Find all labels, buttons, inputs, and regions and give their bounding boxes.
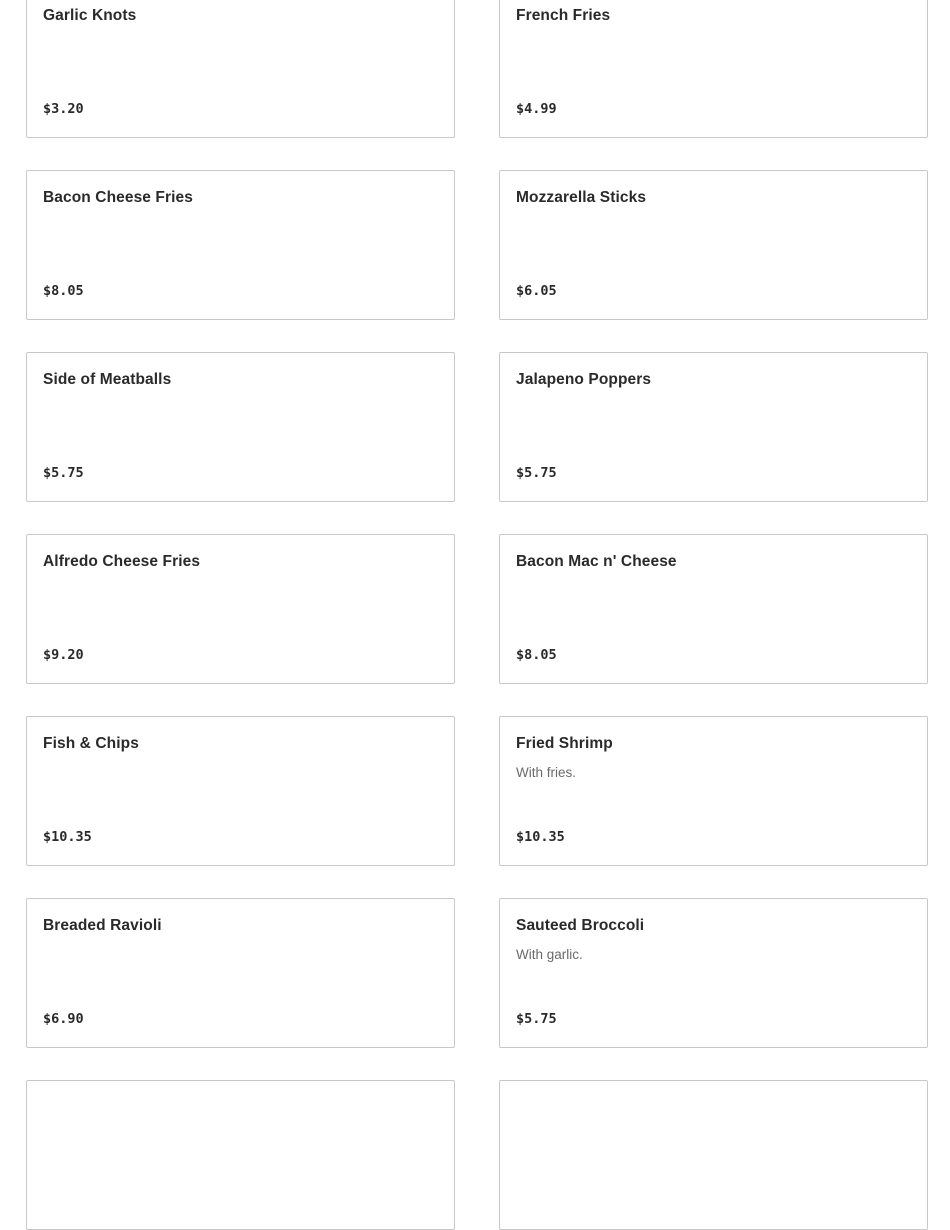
menu-item-name: Alfredo Cheese Fries (43, 553, 201, 570)
menu-item-name: French Fries (516, 7, 611, 24)
menu-item-card[interactable] (499, 170, 928, 320)
menu-item-price: $8.05 (516, 647, 557, 663)
menu-item-price: $6.90 (43, 1011, 84, 1027)
menu-item-price: $10.35 (43, 829, 92, 845)
menu-item-card[interactable] (499, 898, 928, 1048)
menu-item-price: $10.35 (516, 829, 565, 845)
menu-item-card[interactable] (499, 0, 928, 138)
menu-item-card[interactable] (26, 0, 455, 138)
menu-item-name: Bacon Cheese Fries (43, 189, 193, 206)
menu-item-price: $4.99 (516, 101, 557, 117)
menu-item-price: $5.75 (516, 465, 557, 481)
menu-item-name: Fish & Chips (43, 735, 139, 752)
menu-item-grid (26, 0, 928, 1230)
menu-item-card[interactable] (499, 716, 928, 866)
menu-item-price: $6.05 (516, 283, 557, 299)
menu-item-price: $9.20 (43, 647, 84, 663)
menu-item-price: $5.75 (516, 1011, 557, 1027)
menu-item-card[interactable] (26, 898, 455, 1048)
menu-item-name: Breaded Ravioli (43, 917, 162, 934)
menu-item-card[interactable] (26, 716, 455, 866)
menu-item-card[interactable] (26, 1080, 455, 1230)
menu-item-name: Bacon Mac n' Cheese (516, 553, 677, 570)
menu-item-price: $5.75 (43, 465, 84, 481)
menu-item-name: Sauteed Broccoli (516, 917, 645, 934)
menu-item-card[interactable] (26, 170, 455, 320)
menu-item-card[interactable] (26, 352, 455, 502)
menu-item-name: Jalapeno Poppers (516, 371, 652, 388)
menu-item-card[interactable] (499, 352, 928, 502)
menu-item-card[interactable] (499, 1080, 928, 1230)
menu-item-price: $8.05 (43, 283, 84, 299)
menu-item-name: Fried Shrimp (516, 735, 613, 752)
menu-item-name: Mozzarella Sticks (516, 189, 647, 206)
menu-item-name: Side of Meatballs (43, 371, 172, 388)
menu-item-card[interactable] (26, 534, 455, 684)
menu-item-name: Garlic Knots (43, 7, 137, 24)
menu-item-description: With fries. (516, 765, 577, 780)
menu-item-price: $3.20 (43, 101, 84, 117)
menu-item-card[interactable] (499, 534, 928, 684)
menu-item-description: With garlic. (516, 947, 583, 962)
